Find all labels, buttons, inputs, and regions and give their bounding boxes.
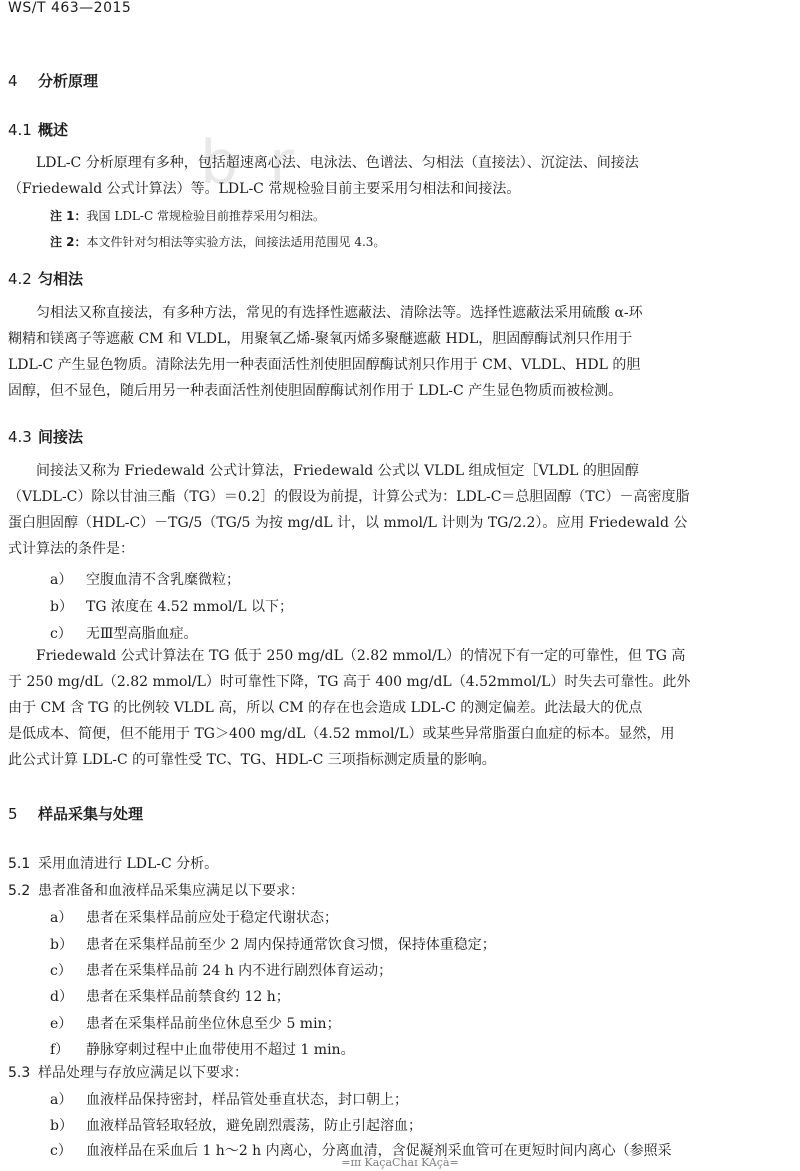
list-text: 患者在采集样品前应处于稳定代谢状态； <box>86 910 338 926</box>
section-title: 样品采集与处理 <box>38 805 144 823</box>
note-label: 注 1： <box>50 209 87 223</box>
section-title: 分析原理 <box>38 72 99 90</box>
note-text: 我国 LDL-C 常规检验目前推荐采用匀相法。 <box>86 209 325 223</box>
clause-text: 患者准备和血液样品采集应满足以下要求： <box>38 883 304 899</box>
paragraph-line: （Friedewald 公式计算法）等。LDL-C 常规检验目前主要采用匀相法和间接法。 <box>8 181 521 197</box>
clause-number: 5.1 <box>8 856 31 872</box>
list-marker: c） <box>50 1143 72 1159</box>
section-number: 4 <box>8 72 18 90</box>
clause-number: 5.2 <box>8 883 31 899</box>
list-item <box>50 596 293 616</box>
list-item <box>50 960 392 980</box>
list-text: 血液样品保持密封，样品管处垂直状态，封口朝上； <box>86 1092 408 1108</box>
paragraph-line: 此公式计算 LDL-C 的可靠性受 TC、TG、HDL-C 三项指标测定质量的影响。 <box>8 752 496 768</box>
section-number: 4.3 <box>8 428 32 446</box>
paragraph-line: 蛋白胆固醇（HDL-C）－TG/5（TG/5 为按 mg/dL 计，以 mmol/L 计则为 TG/2.2）。应用 Friedewald 公 <box>8 515 688 531</box>
standard-number-header: WS/T 463—2015 <box>8 0 132 16</box>
note-1 <box>50 207 325 224</box>
list-marker: a） <box>50 1092 73 1108</box>
list-text: 无Ⅲ型高脂血症。 <box>86 626 198 642</box>
list-item <box>50 907 338 927</box>
list-text: TG 浓度在 4.52 mmol/L 以下； <box>86 599 293 615</box>
note-text: 本文件针对匀相法等实验方法，间接法适用范围见 4.3。 <box>86 235 386 249</box>
section-4-1-heading <box>8 119 68 140</box>
list-marker: b） <box>50 599 73 615</box>
list-item <box>50 986 290 1006</box>
list-item <box>50 1089 408 1109</box>
list-marker: d） <box>50 989 73 1005</box>
paragraph-line: 由于 CM 含 TG 的比例较 VLDL 高，所以 CM 的存在也会造成 LDL-C 的测定偏差。此法最大的优点 <box>8 700 643 716</box>
clause-5-1 <box>8 853 218 873</box>
section-number: 4.2 <box>8 270 32 288</box>
section-title: 概述 <box>38 121 69 139</box>
paragraph-line: 式计算法的条件是： <box>8 541 134 557</box>
section-5-heading <box>8 803 143 824</box>
section-4-heading <box>8 70 98 91</box>
paragraph-line: 匀相法又称直接法，有多种方法，常见的有选择性遮蔽法、清除法等。选择性遮蔽法采用硫酸 α-环 <box>36 305 643 321</box>
note-2 <box>50 233 385 250</box>
list-item <box>50 1013 341 1033</box>
list-marker: c） <box>50 626 72 642</box>
list-item <box>50 1039 355 1059</box>
list-marker: c） <box>50 963 72 979</box>
list-text: 患者在采集样品前坐位休息至少 5 min； <box>86 1016 341 1032</box>
paragraph-line: LDL-C 分析原理有多种，包括超速离心法、电泳法、色谱法、匀相法（直接法）、沉淀法、间接法 <box>36 155 639 171</box>
list-text: 静脉穿刺过程中止血带使用不超过 1 min。 <box>86 1042 355 1058</box>
list-text: 空腹血清不含乳糜微粒； <box>86 572 240 588</box>
paragraph-line: 间接法又称为 Friedewald 公式计算法，Friedewald 公式以 VLDL 组成恒定［VLDL 的胆固醇 <box>36 463 639 479</box>
clause-5-2 <box>8 880 304 900</box>
paragraph-line: 是低成本、简便，但不能用于 TG＞400 mg/dL（4.52 mmol/L）或某些异常脂蛋白血症的标本。显然，用 <box>8 726 675 742</box>
list-marker: e） <box>50 1016 73 1032</box>
watermark: b r <box>200 128 300 198</box>
list-marker: a） <box>50 572 73 588</box>
section-4-3-heading <box>8 426 83 447</box>
paragraph-line: 糊精和镁离子等遮蔽 CM 和 VLDL，用聚氧乙烯-聚氧丙烯多聚醚遮蔽 HDL，胆固醇酶试剂只作用于 <box>8 331 633 347</box>
list-text: 血液样品在采血后 1 h～2 h 内离心，分离血清，含促凝剂采血管可在更短时间内离心（参照采 <box>86 1143 672 1159</box>
page-footer-text: =ɪɪɪ KaçaChaɪ KAçà= <box>341 1156 459 1169</box>
section-title: 间接法 <box>38 428 84 446</box>
paragraph-line: Friedewald 公式计算法在 TG 低于 250 mg/dL（2.82 mmol/L）的情况下有一定的可靠性，但 TG 高 <box>36 648 686 664</box>
paragraph-line: LDL-C 产生显色物质。清除法先用一种表面活性剂使胆固醇酶试剂只作用于 CM、VLDL、HDL 的胆 <box>8 357 641 373</box>
clause-text: 样品处理与存放应满足以下要求： <box>38 1065 248 1081</box>
list-text: 血液样品管轻取轻放，避免剧烈震荡，防止引起溶血； <box>86 1118 422 1134</box>
paragraph-line: （VLDL-C）除以甘油三酯（TG）＝0.2］的假设为前提，计算公式为：LDL-C＝总胆固醇（TC）－高密度脂 <box>8 489 690 505</box>
list-marker: f） <box>50 1042 70 1058</box>
clause-5-3 <box>8 1062 248 1082</box>
list-item <box>50 1115 422 1135</box>
list-item <box>50 623 198 643</box>
section-number: 4.1 <box>8 121 32 139</box>
section-number: 5 <box>8 805 18 823</box>
list-text: 患者在采集样品前至少 2 周内保持通常饮食习惯，保持体重稳定； <box>86 937 496 953</box>
list-text: 患者在采集样品前 24 h 内不进行剧烈体育运动； <box>86 963 393 979</box>
list-marker: a） <box>50 910 73 926</box>
clause-text: 采用血清进行 LDL-C 分析。 <box>38 856 219 872</box>
list-item <box>50 569 240 589</box>
paragraph-line: 固醇，但不显色，随后用另一种表面活性剂使胆固醇酶试剂作用于 LDL-C 产生显色物质而被检测。 <box>8 383 623 399</box>
section-title: 匀相法 <box>38 270 84 288</box>
section-4-2-heading <box>8 268 83 289</box>
list-marker: b） <box>50 1118 73 1134</box>
list-item <box>50 934 496 954</box>
note-label: 注 2： <box>50 235 87 249</box>
list-text: 患者在采集样品前禁食约 12 h； <box>86 989 290 1005</box>
clause-number: 5.3 <box>8 1065 31 1081</box>
list-marker: b） <box>50 937 73 953</box>
paragraph-line: 于 250 mg/dL（2.82 mmol/L）时可靠性下降，TG 高于 400 mg/dL（4.52mmol/L）时失去可靠性。此外 <box>8 674 691 690</box>
